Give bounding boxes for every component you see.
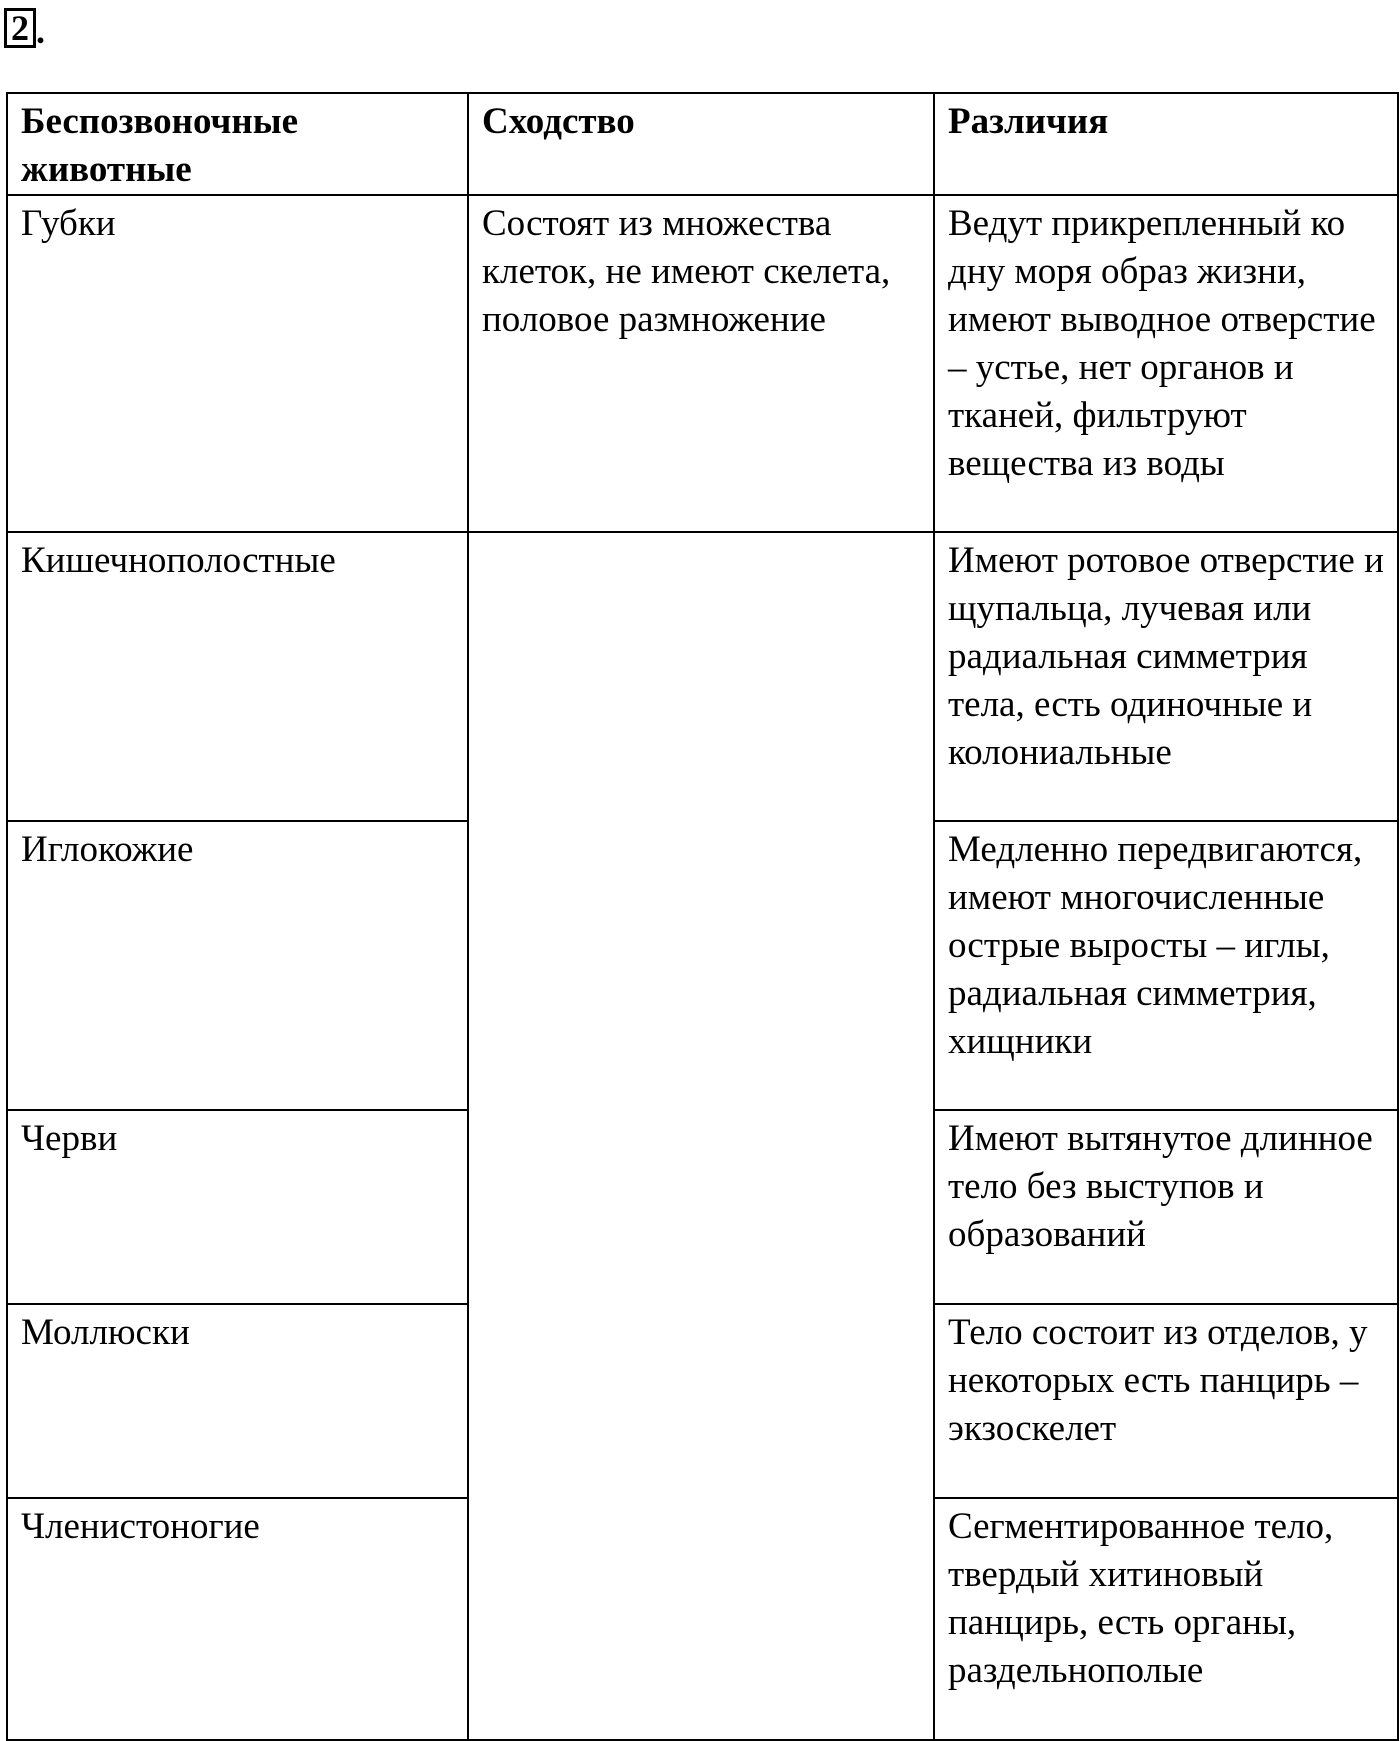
animal-cell: Черви: [7, 1110, 468, 1304]
header-similarity: Сходство: [468, 93, 934, 195]
similarity-merged-cell: [468, 532, 934, 1740]
animal-cell: Моллюски: [7, 1304, 468, 1498]
difference-cell: Имеют ротовое отверстие и щупальца, лучевая или радиальная симметрия тела, есть одиночные и колониальные: [934, 532, 1398, 821]
header-animals: Беспозвоночные животные: [7, 93, 468, 195]
difference-cell: Тело состоит из отделов, у некоторых есть панцирь – экзоскелет: [934, 1304, 1398, 1498]
difference-cell: Медленно передвигаются, имеют многочисленные острые выросты – иглы, радиальная симметрия, хищники: [934, 821, 1398, 1110]
task-number: [4, 8, 45, 51]
task-number-dot: .: [36, 11, 45, 51]
animal-cell: Членистоногие: [7, 1498, 468, 1740]
animal-cell: Иглокожие: [7, 821, 468, 1110]
difference-cell: Ведут прикрепленный ко дну моря образ жизни, имеют выводное отверстие – устье, нет органов и тканей, фильтруют вещества из воды: [934, 195, 1398, 532]
table-row: [7, 532, 1398, 821]
table-header-row: [7, 93, 1398, 195]
difference-cell: Имеют вытянутое длинное тело без выступов и образований: [934, 1110, 1398, 1304]
task-number-box: 2: [4, 8, 36, 48]
difference-cell: Сегментированное тело, твердый хитиновый панцирь, есть органы, раздельнополые: [934, 1498, 1398, 1740]
similarity-cell: Состоят из множества клеток, не имеют скелета, половое размножение: [468, 195, 934, 532]
table-row: [7, 195, 1398, 532]
animal-cell: Кишечнополостные: [7, 532, 468, 821]
comparison-table: [6, 92, 1399, 1741]
animal-cell: Губки: [7, 195, 468, 532]
header-differences: Различия: [934, 93, 1398, 195]
